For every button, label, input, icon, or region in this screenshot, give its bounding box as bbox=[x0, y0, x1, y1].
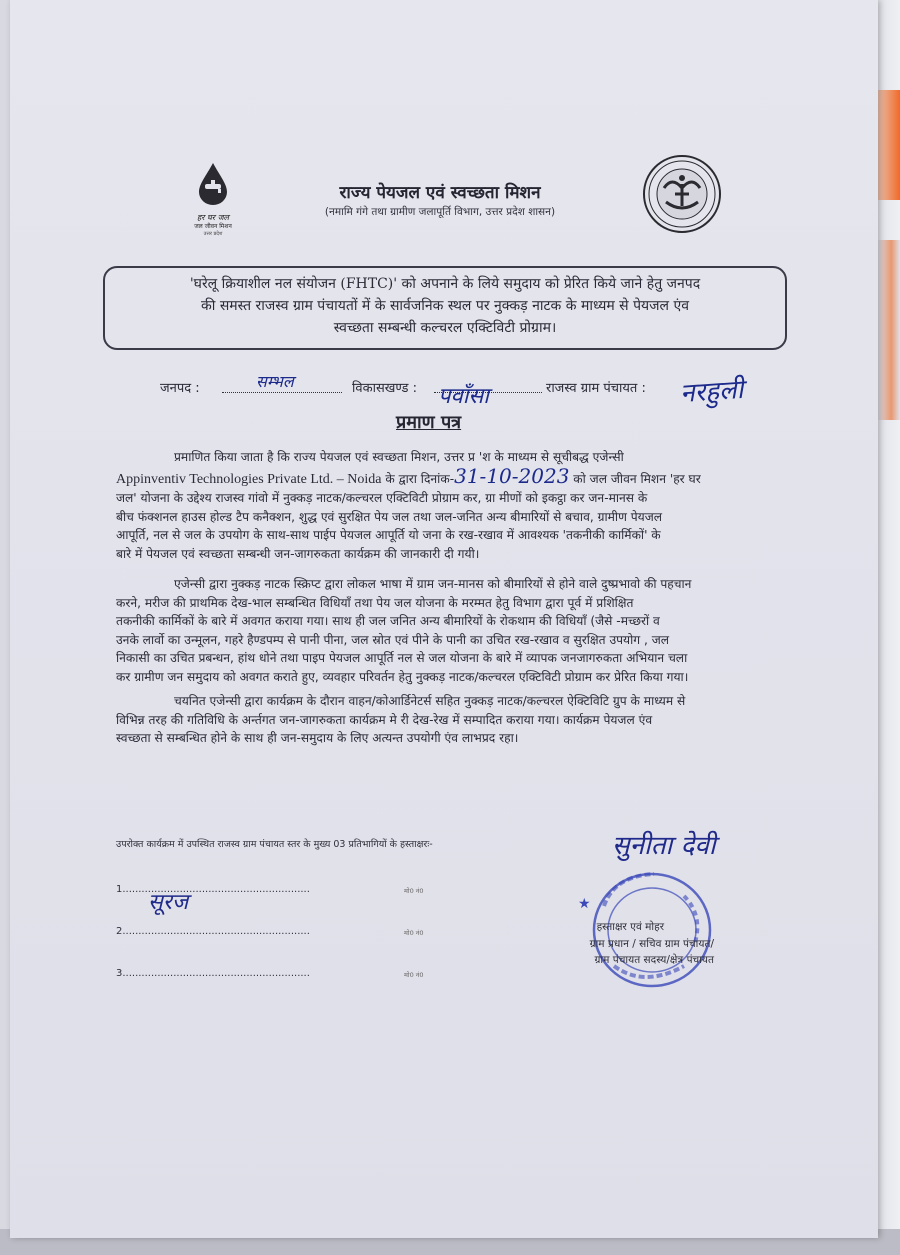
signatory-block bbox=[536, 919, 714, 969]
mobile-label-2: मो0 नं0 bbox=[404, 929, 424, 937]
para2-line5: निकासी का उचित प्रबन्धन, हांथ धोने तथा पाइप पेयजल आपूर्ति नल से जल योजना के बारे में व्यापक जनजागरुकता अभियान चला bbox=[116, 651, 688, 666]
paragraph-1 bbox=[116, 448, 782, 564]
para1-line5: आपूर्ति, नल से जल के उपयोग के साथ-साथ पाईप पेयजल आपूर्ति यो जना के रख-रखाव में आवश्यक 'तकनीकी कार्मिकों' के bbox=[116, 528, 661, 543]
para3-line2: विभिन्न तरह की गतिविधि के अर्न्तगत जन-जागरुकता कार्यक्रम मे री देख-रेख में सम्पादित कराया गया। कार्यक्रम पेयजल एंव bbox=[116, 712, 653, 727]
district-value: सम्भल bbox=[256, 372, 294, 391]
paragraph-3 bbox=[116, 692, 782, 748]
pradhan-signature: सुनीता देवी bbox=[612, 831, 716, 861]
attendance-note: उपरोक्त कार्यक्रम में उपस्थित राजस्व ग्राम पंचायत स्तर के मुख्य 03 प्रतिभागियों के हस्ताक्षरः- bbox=[116, 839, 433, 850]
para1-line6: बारे में पेयजल एवं स्वच्छता सम्बन्धी जन-जागरुकता कार्यक्रम की जानकारी दी गयी। bbox=[116, 546, 480, 561]
mobile-label-1: मो0 नं0 bbox=[404, 887, 424, 895]
program-description-box bbox=[103, 266, 787, 350]
para3-line3: स्वच्छता से सम्बन्धित होने के साथ ही जन-समुदाय के लिए अत्यन्त उपयोगी एंव लाभप्रद रहा। bbox=[116, 731, 519, 746]
para1-line3: जल' योजना के उद्देश्य राजस्व गांवो में नुक्कड़ नाटक/कल्चरल एक्टिविटी प्रोग्राम कर, ग्रा मीणों को इकट्ठा कर जन-मानस के bbox=[116, 491, 648, 506]
para1-line2-mid: के द्वारा दिनांक- bbox=[381, 471, 455, 486]
para2-line3: तकनीकी कार्मिकों के बारे में अवगत कराया गया। साथ ही जल जनित अन्य बीमारियों के रोकथाम की विधियाँ (जैसे -मच्छरों व bbox=[116, 614, 660, 629]
logo-text-line3: उत्तर प्रदेश bbox=[203, 231, 223, 237]
participant-line-1: 1........................................................... bbox=[116, 884, 310, 895]
para1-line2 bbox=[116, 467, 782, 490]
para1-line1: प्रमाणित किया जाता है कि राज्य पेयजल एवं स्वच्छता मिशन, उत्तर प्र 'श के माध्यम से सूचीबद्ध एजेन्सी bbox=[174, 450, 624, 464]
signatory-line-3: ग्राम पंचायत सदस्य/क्षेत्र पंचायत bbox=[594, 954, 714, 966]
para1-line2-end: को जल जीवन मिशन 'हर घर bbox=[569, 471, 701, 486]
participant-line-3: 3........................................................... bbox=[116, 968, 310, 979]
page-subtitle: (नमामि गंगे तथा ग्रामीण जलापूर्ति विभाग, उत्तर प्रदेश शासन) bbox=[324, 206, 556, 218]
logo-text-line1: हर घर जल bbox=[197, 213, 229, 222]
agency-name: Appinventiv Technologies Private Ltd. – Noida bbox=[116, 471, 382, 487]
participant-1-signature: सूरज bbox=[148, 890, 189, 915]
page-title: राज्य पेयजल एवं स्वच्छता मिशन bbox=[339, 183, 541, 203]
signatory-line-2: ग्राम प्रधान / सचिव ग्राम पंचायत/ bbox=[589, 937, 714, 950]
district-label: जनपद : bbox=[160, 381, 200, 396]
svg-text:★: ★ bbox=[578, 896, 591, 912]
up-government-seal-icon bbox=[642, 154, 722, 234]
para3-line1: चयनित एजेन्सी द्वारा कार्यक्रम के दौरान वाहन/कोआर्डिनेटर्स सहित नुक्कड़ नाटक/कल्चरल ऐक्टिविटि ग्रुप के माध्यम से bbox=[174, 694, 686, 708]
paragraph-2 bbox=[116, 575, 782, 687]
box-line-2: की समस्त राजस्व ग्राम पंचायतों में के सार्वजनिक स्थल पर नुक्कड़ नाटक के माध्यम से पेयजल एंव bbox=[200, 298, 689, 314]
box-line-1: 'घरेलू क्रियाशील नल संयोजन (FHTC)' को अपनाने के लिये समुदाय को प्रेरित किये जाने हेतु जनपद bbox=[189, 276, 701, 292]
para2-line4: उनके लार्वो का उन्मूलन, गहरे हैण्डपम्प से पानी पीना, जल स्रोत एवं पीने के पानी का उचित रख-रखाव व सुरक्षित उपयोग , जल bbox=[116, 632, 670, 647]
participant-line-2: 2........................................................... bbox=[116, 926, 310, 937]
para2-line1: एजेन्सी द्वारा नुक्कड़ नाटक स्क्रिप्ट द्वारा लोकल भाषा में ग्राम जन-मानस को बीमारियों से होने वाले दुष्प्रभावो की पहचान bbox=[174, 577, 692, 591]
box-line-3: स्वच्छता सम्बन्धी कल्चरल एक्टिविटी प्रोग्राम। bbox=[333, 320, 557, 336]
para2-line6: कर ग्रामीण जन समुदाय को अवगत कराते हुए, व्यवहार परिवर्तन हेतु नुक्कड़ नाटक/कल्चरल एक्टिविटी प्रोग्राम कर प्रेरित किया गया। bbox=[116, 669, 689, 684]
village-label: राजस्व ग्राम पंचायत : bbox=[546, 381, 646, 396]
program-date: 31-10-2023 bbox=[454, 466, 570, 488]
background-orange-strip-lower bbox=[878, 240, 900, 420]
har-ghar-jal-logo bbox=[178, 162, 248, 237]
logo-text-line2: जल जीवन मिशन bbox=[194, 223, 232, 230]
signatory-line-1: हस्ताक्षर एवं मोहर bbox=[596, 921, 664, 933]
para2-line2: करने, मरीज की प्राथमिक देख-भाल सम्बन्धित विधियाँ तथा पेय जल योजना के मरम्मत हेतु विभाग द्वारा पूर्व में प्रशिक्षित bbox=[116, 595, 634, 610]
village-value: नरहुली bbox=[679, 374, 745, 410]
mobile-label-3: मो0 नं0 bbox=[404, 971, 424, 979]
block-label: विकासखण्ड : bbox=[352, 381, 418, 396]
para1-line4: बीच फंक्शनल हाउस होल्ड टैप कनैक्शन, शुद्ध एवं सुरक्षित पेय जल तथा जल-जनित अन्य बीमारियों से बचाव, ग्रामीण पेयजल bbox=[116, 509, 663, 524]
water-drop-tap-icon bbox=[196, 162, 230, 206]
certificate-title: प्रमाण पत्र bbox=[396, 412, 462, 433]
block-value: पवाँसा bbox=[438, 384, 489, 409]
